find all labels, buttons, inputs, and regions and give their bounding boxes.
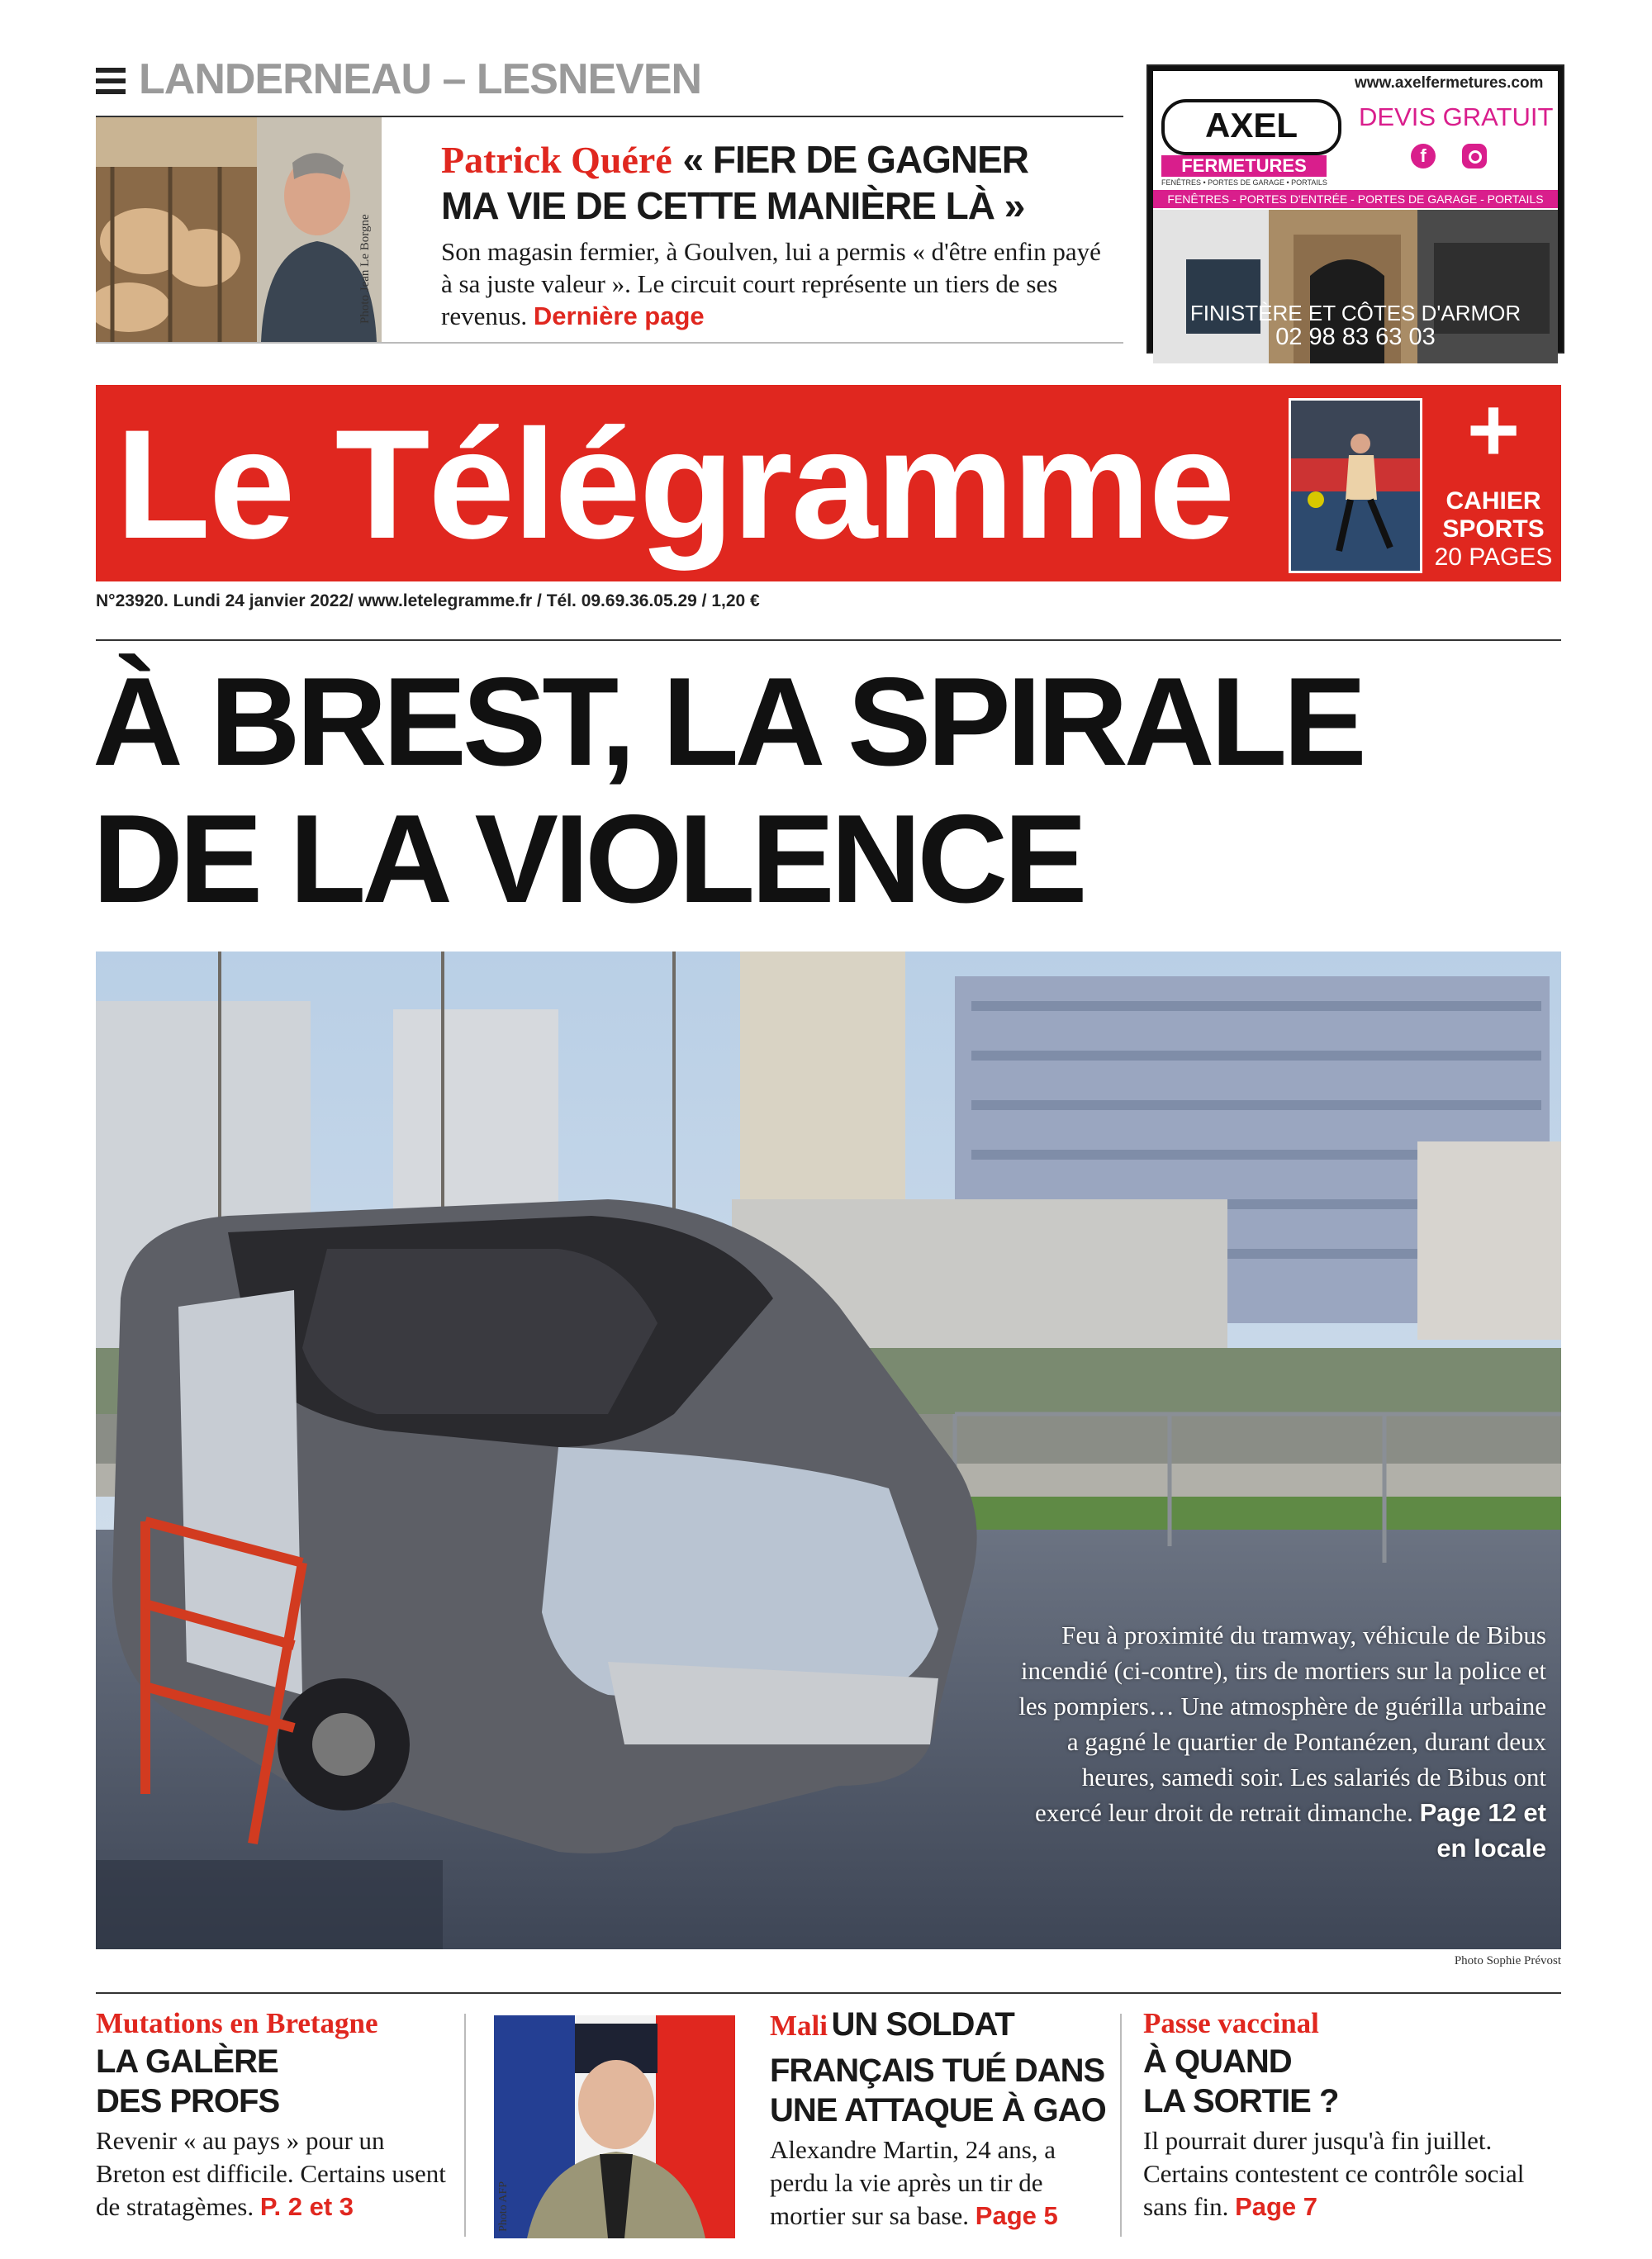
teaser-headline-2: MA VIE DE CETTE MANIÈRE LÀ » <box>441 184 1025 227</box>
column-divider <box>1120 2014 1122 2237</box>
bottom-kicker: Mutations en Bretagne <box>96 2007 378 2039</box>
ad-brand-sub: FERMETURES <box>1161 155 1327 177</box>
lead-headline-1[interactable]: À BREST, LA SPIRALE <box>93 652 1363 792</box>
bottom-kicker: Mali <box>770 2010 828 2042</box>
ad-region: FINISTÈRE ET CÔTES D'ARMOR <box>1189 301 1521 325</box>
divider <box>96 1992 1561 1994</box>
issue-line: N°23920. Lundi 24 janvier 2022/ www.letelegramme.fr / Tél. 09.69.36.05.29 / 1,20 € <box>96 591 760 610</box>
bottom-teaser-profs[interactable] <box>96 2005 451 2223</box>
lead-photo-credit: Photo Sophie Prévost <box>1454 1954 1561 1967</box>
supplement-label-3: 20 PAGES <box>1434 543 1553 571</box>
teaser-top[interactable] <box>441 137 1102 332</box>
lead-caption: Feu à proximité du tramway, véhicule de Bibus incendié (ci-contre), tirs de mortiers sur la police et les pompiers… Une atmosphère de guérilla urbaine a gagné le quartier de Pontanézen, durant deux heures, samedi soir. Les salariés de Bibus ont exercé leur droit de retrait dimanche. <box>1018 1621 1546 1827</box>
bottom-body: Revenir « au pays » pour un Breton est difficile. Certains usent de stratagèmes. <box>96 2126 446 2221</box>
facebook-icon[interactable]: f <box>1411 144 1436 168</box>
bottom-page-ref[interactable]: P. 2 et 3 <box>259 2192 354 2221</box>
ad-logo <box>1161 99 1341 155</box>
teaser-headline-1: « FIER DE GAGNER <box>682 138 1029 181</box>
bottom-kicker: Passe vaccinal <box>1143 2007 1319 2039</box>
teaser-name: Patrick Quéré <box>441 139 672 181</box>
bottom-teaser-mali[interactable] <box>770 2005 1108 2233</box>
bottom-title: DES PROFS <box>96 2083 280 2119</box>
bottom-title: À QUAND <box>1143 2043 1292 2080</box>
supplement-label-1: CAHIER <box>1446 487 1541 515</box>
lead-headline-2[interactable]: DE LA VIOLENCE <box>93 789 1084 929</box>
tennis-photo <box>1289 398 1422 573</box>
teaser-body: Son magasin fermier, à Goulven, lui a permis « d'être enfin payé à sa juste valeur ». Le circuit court représente un tiers de ses revenus. <box>441 237 1101 330</box>
lead-page-ref[interactable]: Page 12 et en locale <box>1419 1798 1546 1863</box>
bottom-teaser-pass[interactable] <box>1143 2005 1561 2223</box>
supplement-label-2: SPORTS <box>1442 515 1545 543</box>
bottom-title: LA SORTIE ? <box>1143 2083 1339 2119</box>
bottom-title: UNE ATTAQUE À GAO <box>770 2092 1106 2128</box>
divider <box>96 639 1561 641</box>
ad-products: FENÊTRES - PORTES D'ENTRÉE - PORTES DE GARAGE - PORTAILS <box>1153 190 1558 208</box>
teaser-page-ref[interactable]: Dernière page <box>533 301 705 330</box>
masthead[interactable] <box>96 379 1561 581</box>
column-divider <box>464 2014 466 2237</box>
bottom-body: Alexandre Martin, 24 ans, a perdu la vie après un tir de mortier sur sa base. <box>770 2135 1056 2230</box>
ad-brand: AXEL <box>1204 106 1298 145</box>
bottom-page-ref[interactable]: Page 5 <box>975 2201 1058 2230</box>
ad-brand-tagline: FENÊTRES • PORTES DE GARAGE • PORTAILS <box>1161 178 1327 187</box>
ad-axel[interactable] <box>1146 64 1564 354</box>
farmer-photo <box>96 117 382 342</box>
photo-credit: Photo AFP <box>497 2181 510 2232</box>
bottom-title: UN SOLDAT <box>831 2006 1014 2043</box>
bottom-page-ref[interactable]: Page 7 <box>1235 2192 1318 2221</box>
bottom-title: LA GALÈRE <box>96 2043 278 2080</box>
burned-van-photo <box>96 952 1561 1949</box>
supplement-plus: + <box>1466 379 1521 481</box>
menu-icon[interactable] <box>96 66 126 96</box>
bottom-title: FRANÇAIS TUÉ DANS <box>770 2053 1105 2089</box>
soldier-photo <box>494 2015 735 2238</box>
edition-label: LANDERNEAU – LESNEVEN <box>139 55 702 103</box>
photo-credit: Photo Jean Le Borgne <box>358 214 372 324</box>
instagram-icon[interactable] <box>1462 144 1487 168</box>
divider <box>96 342 1123 344</box>
ad-url: www.axelfermetures.com <box>1355 74 1544 92</box>
ad-devis: DEVIS GRATUIT <box>1359 102 1554 131</box>
bottom-body: Il pourrait durer jusqu'à fin juillet. Certains contestent ce contrôle social sans fin. <box>1143 2126 1525 2221</box>
masthead-title: Le Télégramme <box>116 397 1234 571</box>
ad-phone[interactable]: 02 98 83 63 03 <box>1275 324 1436 350</box>
